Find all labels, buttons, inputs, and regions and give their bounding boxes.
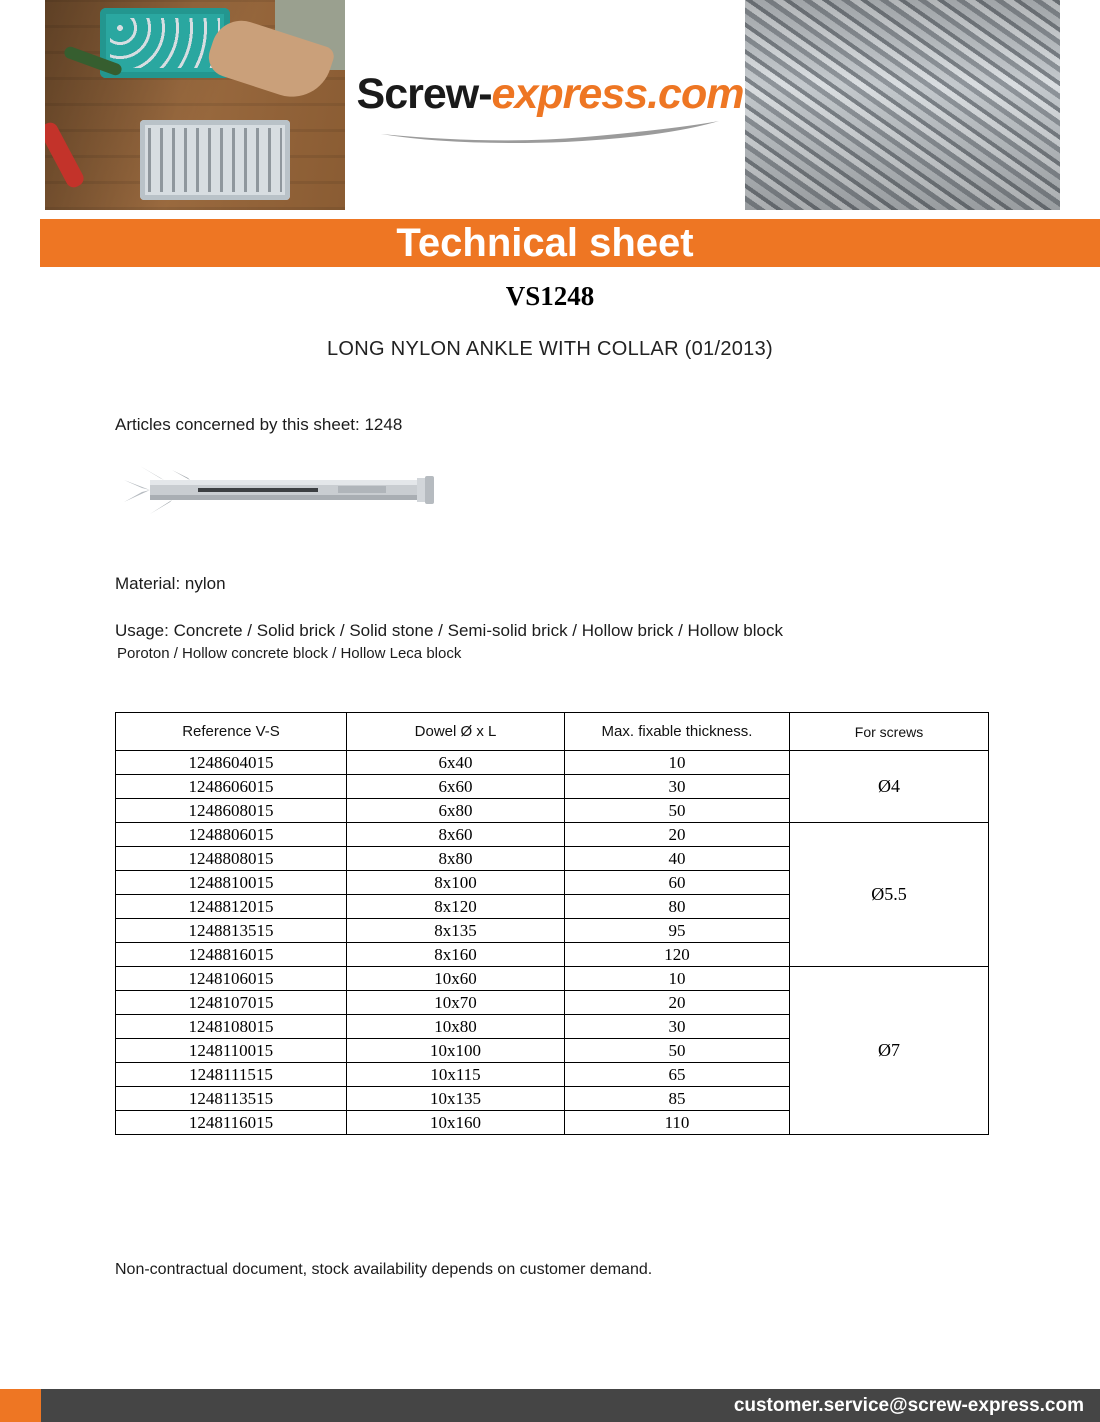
thickness-cell: 85 <box>565 1087 790 1111</box>
reference-cell: 1248808015 <box>116 847 347 871</box>
thickness-cell: 80 <box>565 895 790 919</box>
reference-cell: 1248806015 <box>116 823 347 847</box>
dowel-cell: 10x100 <box>347 1039 565 1063</box>
reference-cell: 1248606015 <box>116 775 347 799</box>
brand-logo-text <box>350 70 750 119</box>
header-for-screws: For screws <box>790 713 989 751</box>
reference-cell: 1248116015 <box>116 1111 347 1135</box>
header-dowel: Dowel Ø x L <box>347 713 565 751</box>
document-code: VS1248 <box>505 281 595 311</box>
logo-swoosh-icon <box>375 121 725 143</box>
table-header-row <box>116 713 989 751</box>
brand-logo-part2: express.com <box>491 70 744 118</box>
thickness-cell: 10 <box>565 751 790 775</box>
spec-table <box>115 712 989 1135</box>
footnote: Non-contractual document, stock availability depends on customer demand. <box>115 1261 653 1278</box>
dowel-cell: 10x80 <box>347 1015 565 1039</box>
dowel-cell: 6x40 <box>347 751 565 775</box>
brand-logo <box>350 70 750 143</box>
reference-cell: 1248111515 <box>116 1063 347 1087</box>
thickness-cell: 50 <box>565 1039 790 1063</box>
banner-title: Technical sheet <box>396 220 694 265</box>
usage-line-1: Usage: Concrete / Solid brick / Solid stone / Semi-solid brick / Hollow brick / Hollow block <box>115 621 783 640</box>
reference-cell: 1248604015 <box>116 751 347 775</box>
dowel-cell: 10x160 <box>347 1111 565 1135</box>
footer-email[interactable]: customer.service@screw-express.com <box>733 1394 1084 1416</box>
banner <box>40 219 1100 267</box>
reference-cell: 1248110015 <box>116 1039 347 1063</box>
thickness-cell: 50 <box>565 799 790 823</box>
for-screws-cell: Ø4 <box>790 751 989 823</box>
table-row <box>116 823 989 847</box>
thickness-cell: 95 <box>565 919 790 943</box>
reference-cell: 1248816015 <box>116 943 347 967</box>
thickness-cell: 110 <box>565 1111 790 1135</box>
dowel-cell: 10x135 <box>347 1087 565 1111</box>
thickness-cell: 20 <box>565 991 790 1015</box>
thickness-cell: 60 <box>565 871 790 895</box>
dowel-cell: 6x60 <box>347 775 565 799</box>
dowel-cell: 10x60 <box>347 967 565 991</box>
nylon-anchor-image <box>120 458 442 522</box>
dowel-cell: 8x135 <box>347 919 565 943</box>
dowel-cell: 8x100 <box>347 871 565 895</box>
reference-cell: 1248608015 <box>116 799 347 823</box>
reference-cell: 1248107015 <box>116 991 347 1015</box>
brand-logo-part1: Screw- <box>356 70 492 118</box>
spec-table-body <box>116 751 989 1135</box>
red-tool-shape <box>45 120 86 190</box>
dowel-cell: 10x115 <box>347 1063 565 1087</box>
thickness-cell: 10 <box>565 967 790 991</box>
dowel-cell: 10x70 <box>347 991 565 1015</box>
dowel-cell: 8x120 <box>347 895 565 919</box>
thickness-cell: 20 <box>565 823 790 847</box>
screw-tray-metal <box>140 120 290 200</box>
workbench-photo <box>45 0 345 210</box>
reference-cell: 1248813515 <box>116 919 347 943</box>
dowel-cell: 6x80 <box>347 799 565 823</box>
thickness-cell: 65 <box>565 1063 790 1087</box>
dowel-cell: 8x160 <box>347 943 565 967</box>
usage-line-2: Poroton / Hollow concrete block / Hollow Leca block <box>117 645 462 662</box>
dowel-cell: 8x80 <box>347 847 565 871</box>
footer-orange-accent <box>0 1389 41 1422</box>
thickness-cell: 30 <box>565 775 790 799</box>
document-title: LONG NYLON ANKLE WITH COLLAR (01/2013) <box>327 338 773 360</box>
reference-cell: 1248108015 <box>116 1015 347 1039</box>
thickness-cell: 120 <box>565 943 790 967</box>
for-screws-cell: Ø7 <box>790 967 989 1135</box>
reference-cell: 1248106015 <box>116 967 347 991</box>
articles-line: Articles concerned by this sheet: 1248 <box>115 415 403 434</box>
table-row <box>116 967 989 991</box>
reference-cell: 1248812015 <box>116 895 347 919</box>
for-screws-cell: Ø5.5 <box>790 823 989 967</box>
thickness-cell: 30 <box>565 1015 790 1039</box>
table-row <box>116 751 989 775</box>
footer-bar <box>0 1389 1100 1422</box>
material-line: Material: nylon <box>115 574 226 593</box>
thickness-cell: 40 <box>565 847 790 871</box>
reference-cell: 1248113515 <box>116 1087 347 1111</box>
screws-pile-photo <box>745 0 1060 210</box>
dowel-cell: 8x60 <box>347 823 565 847</box>
header-reference: Reference V-S <box>116 713 347 751</box>
header-max-thickness: Max. fixable thickness. <box>565 713 790 751</box>
reference-cell: 1248810015 <box>116 871 347 895</box>
